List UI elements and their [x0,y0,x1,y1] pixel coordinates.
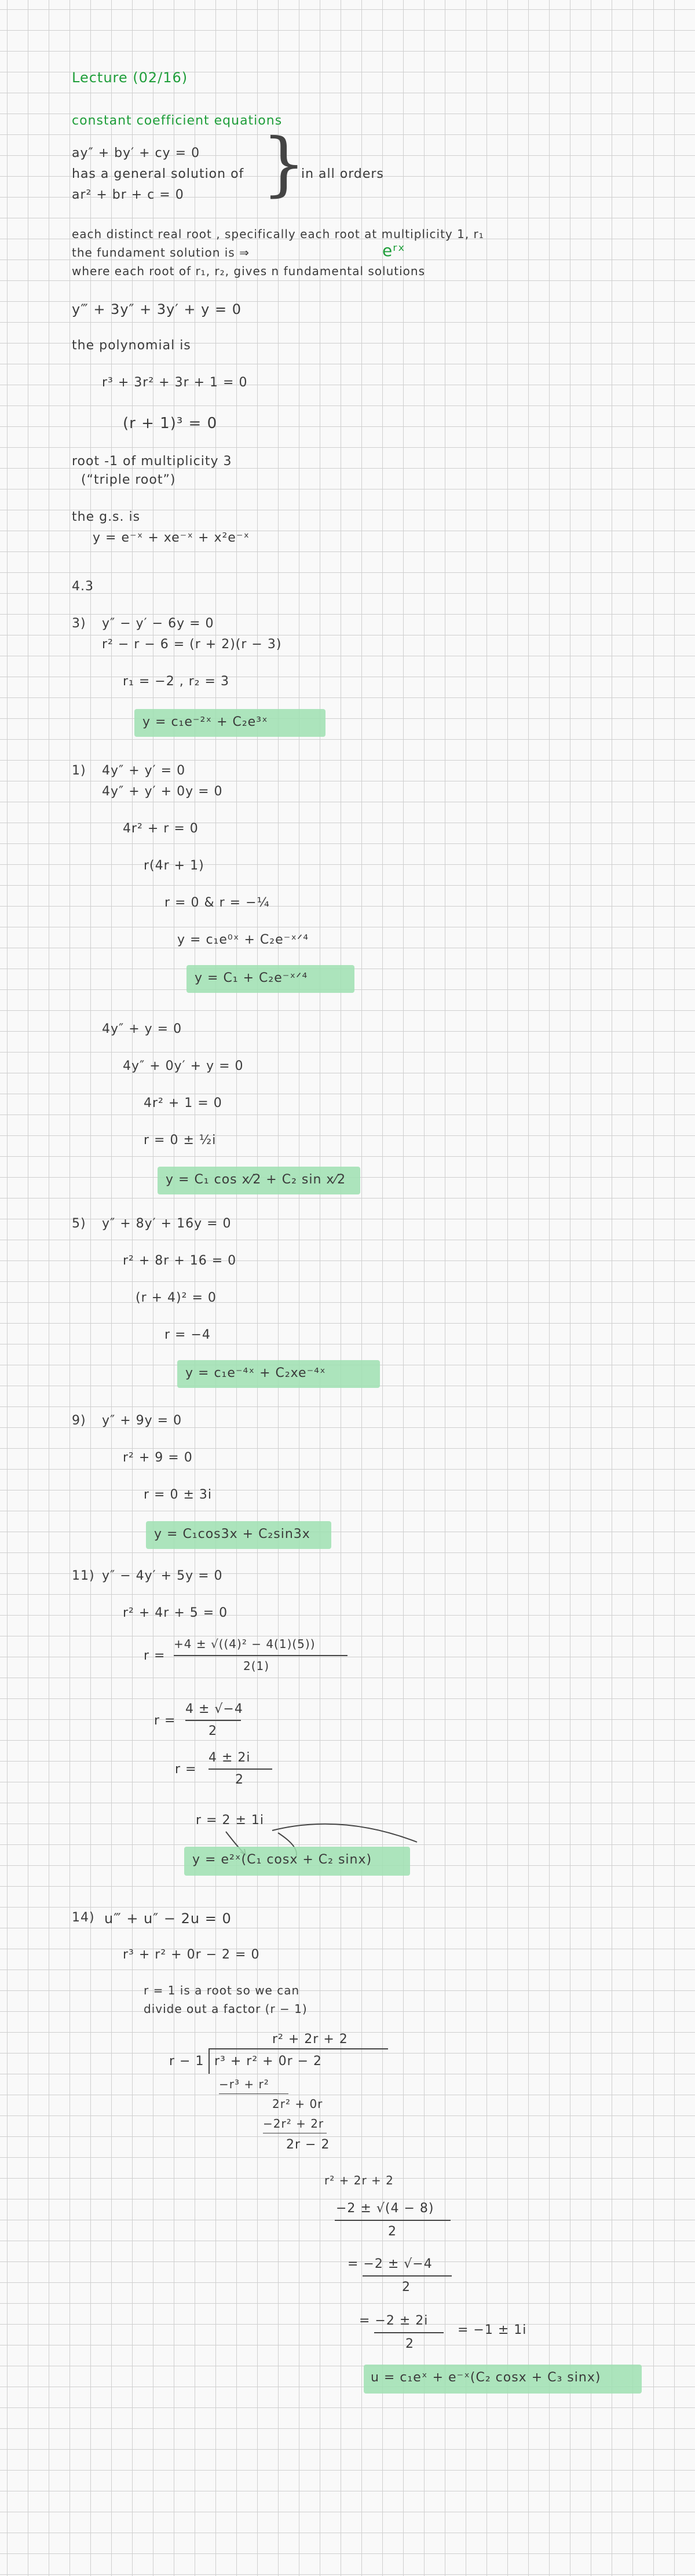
root-multiplicity: root -1 of multiplicity 3 [72,454,232,469]
p14-q2-numerator: = −2 ± √−4 [348,2257,433,2271]
p9-answer: y = C₁cos3x + C₂sin3x [154,1527,310,1541]
p14-dividend: r³ + r² + 0r − 2 [214,2054,323,2069]
polynomial-label: the polynomial is [72,338,191,353]
p14-q3-numerator: = −2 ± 2i [359,2314,429,2328]
p2-equation-expanded: 4y″ + 0y′ + y = 0 [123,1059,244,1073]
distinct-line-2: the fundament solution is ⇒ [72,246,250,260]
p5-root: r = −4 [164,1328,211,1342]
p11-step2-denominator: 2 [209,1724,217,1738]
p11-step3-denominator: 2 [235,1773,244,1787]
p2-equation: 4y″ + y = 0 [102,1022,182,1036]
general-solution: y = e⁻ˣ + xe⁻ˣ + x²e⁻ˣ [93,531,250,545]
p3-equation: y″ − y′ − 6y = 0 [102,616,214,631]
p14-subtract-2: −2r² + 2r [263,2117,324,2131]
p11-fraction-bar-2 [185,1720,241,1721]
p11-equation: y″ − 4y′ + 5y = 0 [102,1569,223,1583]
p1-roots: r = 0 & r = −¼ [164,896,270,910]
p14-answer: u = c₁eˣ + e⁻ˣ(C₂ cosx + C₃ sinx) [371,2370,601,2385]
intro-characteristic: ar² + br + c = 0 [72,188,184,202]
p11-fraction-bar-3 [209,1769,272,1770]
p14-q-numerator: −2 ± √(4 − 8) [336,2201,434,2216]
p2-characteristic: 4r² + 1 = 0 [144,1096,222,1110]
section-4-3: 4.3 [72,579,94,594]
fundamental-solution-exp: eʳˣ [382,241,405,260]
p5-equation: y″ + 8y′ + 16y = 0 [102,1216,232,1231]
p3-label: 3) [72,616,86,631]
p14-characteristic: r³ + r² + 0r − 2 = 0 [123,1947,260,1962]
p11-r-eq-3: r = [175,1762,197,1777]
p14-q2-bar [363,2275,452,2277]
p9-equation: y″ + 9y = 0 [102,1413,182,1428]
p14-q3-denominator: 2 [405,2337,414,2351]
p11-answer: y = e²ˣ(C₁ cosx + C₂ sinx) [192,1852,372,1867]
p2-roots: r = 0 ± ½i [144,1133,217,1148]
p5-label: 5) [72,1216,86,1231]
p11-quad-denominator: 2(1) [243,1659,270,1673]
p11-quad-numerator: +4 ± √((4)² − 4(1)(5)) [174,1637,316,1651]
p2-answer: y = C₁ cos x⁄2 + C₂ sin x⁄2 [166,1172,346,1187]
p14-remainder-1: 2r² + 0r [272,2097,323,2111]
lecture-title: Lecture (02/16) [72,70,188,86]
section-heading: constant coefficient equations [72,114,283,128]
p14-quadratic: r² + 2r + 2 [324,2173,394,2187]
p1-characteristic: 4r² + r = 0 [123,821,199,836]
p14-sub-line-1 [219,2093,288,2094]
distinct-line-1: each distinct real root , specifically each root at multiplicity 1, r₁ [72,227,484,241]
p14-remainder-2: 2r − 2 [286,2137,330,2152]
p11-step2-numerator: 4 ± √−4 [185,1702,243,1716]
p14-quotient: r² + 2r + 2 [272,2032,348,2047]
p14-q-bar [335,2220,451,2221]
p11-roots: r = 2 ± 1i [196,1813,264,1828]
intro-all-orders: in all orders [301,167,384,181]
polynomial: r³ + 3r² + 3r + 1 = 0 [102,375,248,390]
right-brace: } [262,124,306,204]
p14-q3-bar [374,2332,444,2333]
distinct-line-3: where each root of r₁, r₂, gives n fundamental solutions [72,264,426,278]
p14-label: 14) [72,1910,95,1925]
p1-equation: 4y″ + y′ = 0 [102,763,186,778]
p14-note-2: divide out a factor (r − 1) [144,2002,308,2016]
example-equation: y‴ + 3y″ + 3y′ + y = 0 [72,301,242,317]
p11-step3-numerator: 4 ± 2i [209,1751,251,1765]
p9-characteristic: r² + 9 = 0 [123,1450,193,1465]
p11-r-eq-2: r = [154,1713,176,1728]
p14-divisor: r − 1 [169,2054,204,2069]
p11-label: 11) [72,1569,95,1583]
triple-root: (“triple root”) [81,473,176,487]
p9-label: 9) [72,1413,86,1428]
p1-label: 1) [72,763,86,778]
p14-division-bracket [209,2048,210,2074]
p3-characteristic: r² − r − 6 = (r + 2)(r − 3) [102,637,282,652]
p3-roots: r₁ = −2 , r₂ = 3 [123,674,229,689]
p14-q-denominator: 2 [388,2224,397,2239]
p5-answer: y = c₁e⁻⁴ˣ + C₂xe⁻⁴ˣ [185,1366,326,1380]
p14-q2-denominator: 2 [402,2280,411,2294]
p14-note-1: r = 1 is a root so we can [144,1983,300,1997]
intro-equation: ay″ + by′ + cy = 0 [72,146,200,160]
p14-subtract-1: −r³ + r² [219,2077,269,2091]
p14-q3-result: = −1 ± 1i [458,2323,527,2337]
p9-roots: r = 0 ± 3i [144,1488,212,1502]
p5-characteristic: r² + 8r + 16 = 0 [123,1254,237,1268]
p11-fraction-bar-1 [174,1655,348,1656]
p5-factored: (r + 4)² = 0 [136,1291,217,1305]
polynomial-factored: (r + 1)³ = 0 [123,415,218,432]
p1-equation-expanded: 4y″ + y′ + 0y = 0 [102,784,223,799]
p1-factor: r(4r + 1) [144,858,204,873]
p11-r-eq-1: r = [144,1649,166,1663]
intro-has-general-solution: has a general solution of [72,167,244,181]
p14-equation: u‴ + u″ − 2u = 0 [104,1910,232,1927]
general-solution-label: the g.s. is [72,510,141,524]
p1-solution: y = c₁e⁰ˣ + C₂e⁻ˣᐟ⁴ [177,933,309,947]
p1-answer: y = C₁ + C₂e⁻ˣᐟ⁴ [195,971,308,985]
p3-answer: y = c₁e⁻²ˣ + C₂e³ˣ [142,715,268,729]
p14-division-bar [209,2048,388,2049]
p11-characteristic: r² + 4r + 5 = 0 [123,1606,228,1620]
